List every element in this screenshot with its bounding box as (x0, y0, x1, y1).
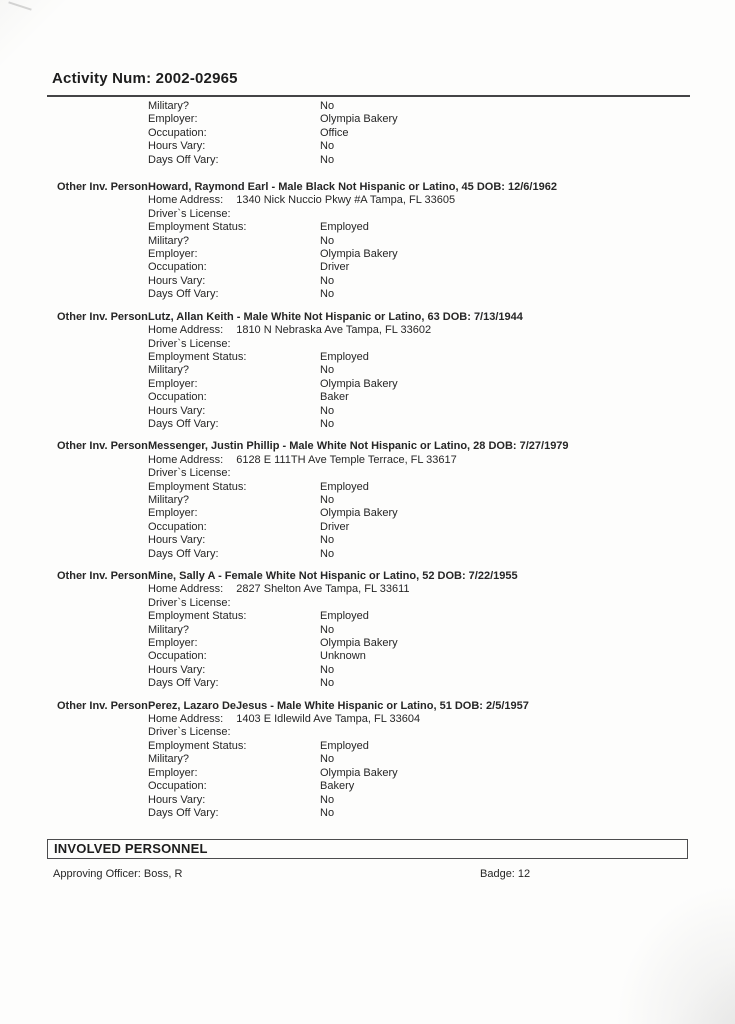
home-address-value: 2827 Shelton Ave Tampa, FL 33611 (236, 583, 410, 596)
field-value: Olympia Bakery (320, 766, 398, 779)
field-value: No (320, 153, 335, 166)
field-value: Employed (320, 610, 369, 623)
field-value: No (320, 234, 335, 247)
field-value: No (320, 753, 335, 766)
person-record (0, 311, 735, 432)
drivers-license-row (148, 597, 735, 610)
badge-text: Badge: 12 (480, 868, 531, 880)
field-row (148, 221, 735, 234)
person-record (0, 440, 735, 561)
record-role-label: Other Inv. Person (57, 699, 148, 712)
field-value: Driver (320, 261, 350, 274)
section-title: INVOLVED PERSONNEL (54, 841, 208, 856)
field-label: Days Off Vary: (148, 417, 219, 430)
field-value: Unknown (320, 650, 366, 663)
field-row (148, 391, 735, 404)
field-row (148, 807, 735, 820)
report-body (0, 100, 735, 829)
field-row (148, 521, 735, 534)
drivers-license-label: Driver`s License: (148, 337, 231, 350)
field-label: Employer: (148, 248, 198, 261)
activity-num-heading: Activity Num: 2002-02965 (52, 70, 238, 87)
field-row (148, 235, 735, 248)
record-role-label: Other Inv. Person (57, 440, 148, 453)
field-row (148, 261, 735, 274)
field-label: Employer: (148, 377, 198, 390)
field-value: No (320, 493, 335, 506)
field-row (148, 378, 735, 391)
field-row (148, 664, 735, 677)
field-row (148, 794, 735, 807)
field-label: Military? (148, 753, 189, 766)
home-address-label: Home Address: (148, 324, 224, 337)
record-name-line: Messenger, Justin Phillip - Male White Not Hispanic or Latino, 28 DOB: 7/27/1979 (148, 440, 569, 453)
field-label: Employment Status: (148, 480, 247, 493)
record-fields (148, 221, 735, 301)
field-value: Olympia Bakery (320, 248, 398, 261)
record-name-line: Mine, Sally A - Female White Not Hispanic or Latino, 52 DOB: 7/22/1955 (148, 570, 518, 582)
person-records-list (0, 181, 735, 820)
approving-officer-text: Approving Officer: Boss, R (53, 868, 183, 880)
field-value: Olympia Bakery (320, 507, 398, 520)
field-value: Employed (320, 739, 369, 752)
field-label: Days Off Vary: (148, 806, 219, 819)
scan-shadow-corner (615, 884, 735, 1024)
drivers-license-label: Driver`s License: (148, 467, 231, 480)
field-row (148, 418, 735, 431)
drivers-license-row (148, 467, 735, 480)
record-name-line: Howard, Raymond Earl - Male Black Not Hispanic or Latino, 45 DOB: 12/6/1962 (148, 181, 557, 194)
field-row (148, 127, 735, 140)
home-address-label: Home Address: (148, 713, 224, 726)
field-label: Employment Status: (148, 221, 247, 234)
field-value: No (320, 547, 335, 560)
drivers-license-label: Driver`s License: (148, 207, 231, 220)
field-label: Employment Status: (148, 350, 247, 363)
drivers-license-row (148, 726, 735, 739)
home-address-row (148, 194, 735, 207)
field-row (148, 507, 735, 520)
field-row (148, 100, 735, 113)
field-label: Hours Vary: (148, 534, 206, 547)
field-label: Employer: (148, 766, 198, 779)
home-address-value: 6128 E 111TH Ave Temple Terrace, FL 33617 (236, 453, 457, 466)
field-row (148, 113, 735, 126)
record-continuation (0, 100, 735, 167)
field-label: Days Off Vary: (148, 153, 219, 166)
field-row (148, 624, 735, 637)
field-value: No (320, 534, 335, 547)
field-row (148, 351, 735, 364)
field-label: Days Off Vary: (148, 288, 219, 301)
field-label: Hours Vary: (148, 404, 206, 417)
record-role-spacer (0, 100, 148, 167)
field-label: Employment Status: (148, 739, 247, 752)
person-record (0, 181, 735, 302)
field-value: Office (320, 126, 349, 139)
person-record (0, 570, 735, 691)
field-value: Baker (320, 391, 349, 404)
field-value: Employed (320, 221, 369, 234)
field-row (148, 140, 735, 153)
field-label: Occupation: (148, 261, 207, 274)
involved-personnel-section-header (47, 839, 688, 859)
field-label: Days Off Vary: (148, 547, 219, 560)
field-label: Military? (148, 623, 189, 636)
drivers-license-label: Driver`s License: (148, 596, 231, 609)
record-details (148, 311, 735, 432)
field-value: No (320, 793, 335, 806)
scan-artifact-mark (8, 1, 31, 10)
field-value: No (320, 274, 335, 287)
field-row (148, 610, 735, 623)
field-value: No (320, 404, 335, 417)
record-fields (148, 481, 735, 561)
field-row (148, 753, 735, 766)
field-row (148, 481, 735, 494)
field-value: Bakery (320, 780, 355, 793)
field-row (148, 740, 735, 753)
record-details (148, 181, 735, 302)
field-label: Days Off Vary: (148, 677, 219, 690)
field-label: Employer: (148, 113, 198, 126)
record-name-line: Lutz, Allan Keith - Male White Not Hispanic or Latino, 63 DOB: 7/13/1944 (148, 310, 523, 323)
home-address-row (148, 713, 735, 726)
field-label: Occupation: (148, 650, 207, 663)
field-label: Employment Status: (148, 610, 247, 623)
field-row (148, 677, 735, 690)
field-label: Occupation: (148, 126, 207, 139)
field-label: Military? (148, 100, 189, 112)
drivers-license-label: Driver`s License: (148, 726, 231, 739)
home-address-value: 1810 N Nebraska Ave Tampa, FL 33602 (236, 324, 432, 337)
field-row (148, 548, 735, 561)
field-row (148, 405, 735, 418)
field-row (148, 248, 735, 261)
record-details (148, 440, 735, 561)
home-address-row (148, 454, 735, 467)
field-value: No (320, 100, 335, 112)
field-row (148, 650, 735, 663)
field-value: No (320, 623, 335, 636)
field-value: Olympia Bakery (320, 637, 398, 650)
field-label: Hours Vary: (148, 274, 206, 287)
header-divider-line (47, 95, 690, 97)
field-value: No (320, 417, 335, 430)
field-label: Military? (148, 493, 189, 506)
record-name-line: Perez, Lazaro DeJesus - Male White Hispanic or Latino, 51 DOB: 2/5/1957 (148, 699, 529, 712)
record-fields (148, 610, 735, 690)
field-value: Olympia Bakery (320, 113, 398, 126)
field-row (148, 637, 735, 650)
field-value: Olympia Bakery (320, 377, 398, 390)
field-label: Occupation: (148, 520, 207, 533)
home-address-row (148, 324, 735, 337)
field-row (148, 275, 735, 288)
field-label: Military? (148, 234, 189, 247)
record-role-label: Other Inv. Person (57, 181, 148, 194)
home-address-label: Home Address: (148, 453, 224, 466)
home-address-value: 1403 E Idlewild Ave Tampa, FL 33604 (236, 713, 421, 726)
record-details (148, 570, 735, 691)
field-label: Military? (148, 364, 189, 377)
field-row (148, 364, 735, 377)
record-role-label: Other Inv. Person (57, 310, 148, 323)
field-label: Occupation: (148, 391, 207, 404)
home-address-label: Home Address: (148, 583, 224, 596)
field-label: Hours Vary: (148, 140, 206, 153)
field-row (148, 154, 735, 167)
field-value: Employed (320, 480, 369, 493)
field-value: No (320, 140, 335, 153)
field-row (148, 767, 735, 780)
person-record (0, 700, 735, 821)
field-label: Hours Vary: (148, 793, 206, 806)
home-address-row (148, 583, 735, 596)
home-address-label: Home Address: (148, 194, 224, 207)
field-value: Driver (320, 520, 350, 533)
home-address-value: 1340 Nick Nuccio Pkwy #A Tampa, FL 33605 (236, 194, 456, 207)
field-value: Employed (320, 350, 369, 363)
drivers-license-row (148, 338, 735, 351)
field-value: No (320, 806, 335, 819)
record-role-label: Other Inv. Person (57, 570, 148, 582)
field-label: Employer: (148, 507, 198, 520)
field-value: No (320, 364, 335, 377)
field-row (148, 288, 735, 301)
drivers-license-row (148, 208, 735, 221)
field-row (148, 780, 735, 793)
field-row (148, 494, 735, 507)
field-label: Hours Vary: (148, 663, 206, 676)
record-fields (148, 740, 735, 820)
field-value: No (320, 663, 335, 676)
record-details (148, 700, 735, 821)
field-value: No (320, 288, 335, 301)
field-value: No (320, 677, 335, 690)
continuation-fields (148, 100, 735, 167)
field-row (148, 534, 735, 547)
field-label: Employer: (148, 637, 198, 650)
record-fields (148, 351, 735, 431)
field-label: Occupation: (148, 780, 207, 793)
